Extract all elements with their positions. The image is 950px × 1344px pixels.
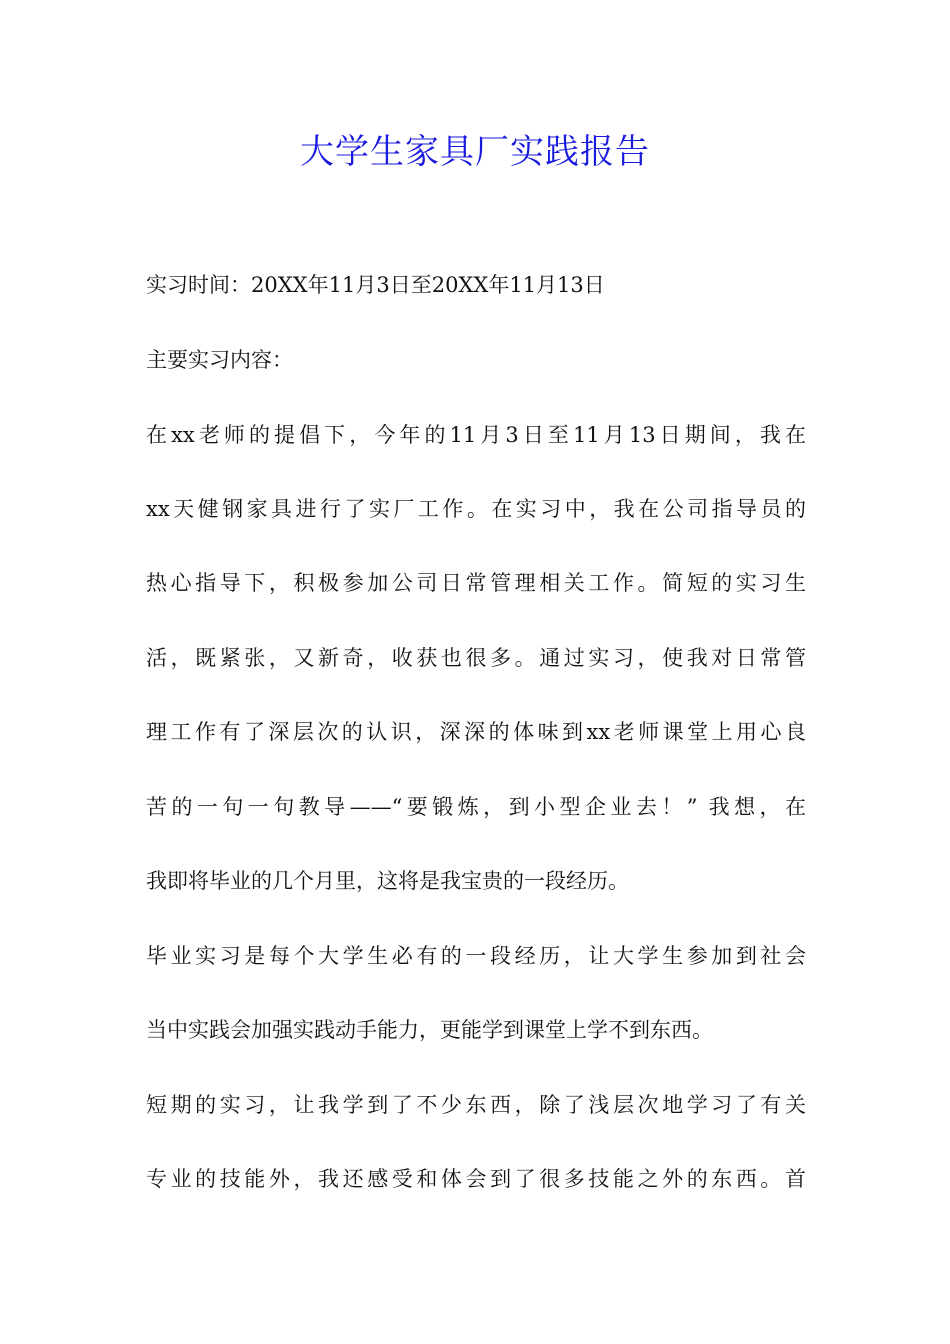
text-line: 我即将毕业的几个月里，这将是我宝贵的一段经历。 bbox=[146, 869, 629, 893]
text-line-content-heading: 主要实习内容： bbox=[146, 348, 293, 372]
document-title: 大学生家具厂实践报告 bbox=[300, 132, 650, 172]
text-line: 热心指导下，积极参加公司日常管理相关工作。简短的实习生 bbox=[146, 571, 806, 595]
text-line-time: 实习时间：20XX年11月3日至20XX年11月13日 bbox=[146, 273, 605, 297]
text-line: xx天健钢家具进行了实厂工作。在实习中，我在公司指导员的 bbox=[146, 497, 806, 521]
text-line: 在xx老师的提倡下，今年的11月3日至11月13日期间，我在 bbox=[146, 423, 806, 447]
text-line: 毕业实习是每个大学生必有的一段经历，让大学生参加到社会 bbox=[146, 944, 806, 968]
text-line: 当中实践会加强实践动手能力，更能学到课堂上学不到东西。 bbox=[146, 1018, 713, 1042]
text-line: 理工作有了深层次的认识，深深的体味到xx老师课堂上用心良 bbox=[146, 720, 806, 744]
text-line: 活，既紧张，又新奇，收获也很多。通过实习，使我对日常管 bbox=[146, 646, 806, 670]
text-line: 苦的一句一句教导——“要锻炼，到小型企业去！” 我想，在 bbox=[146, 795, 806, 819]
text-line: 专业的技能外，我还感受和体会到了很多技能之外的东西。首 bbox=[146, 1167, 806, 1191]
text-line: 短期的实习，让我学到了不少东西，除了浅层次地学习了有关 bbox=[146, 1093, 806, 1117]
